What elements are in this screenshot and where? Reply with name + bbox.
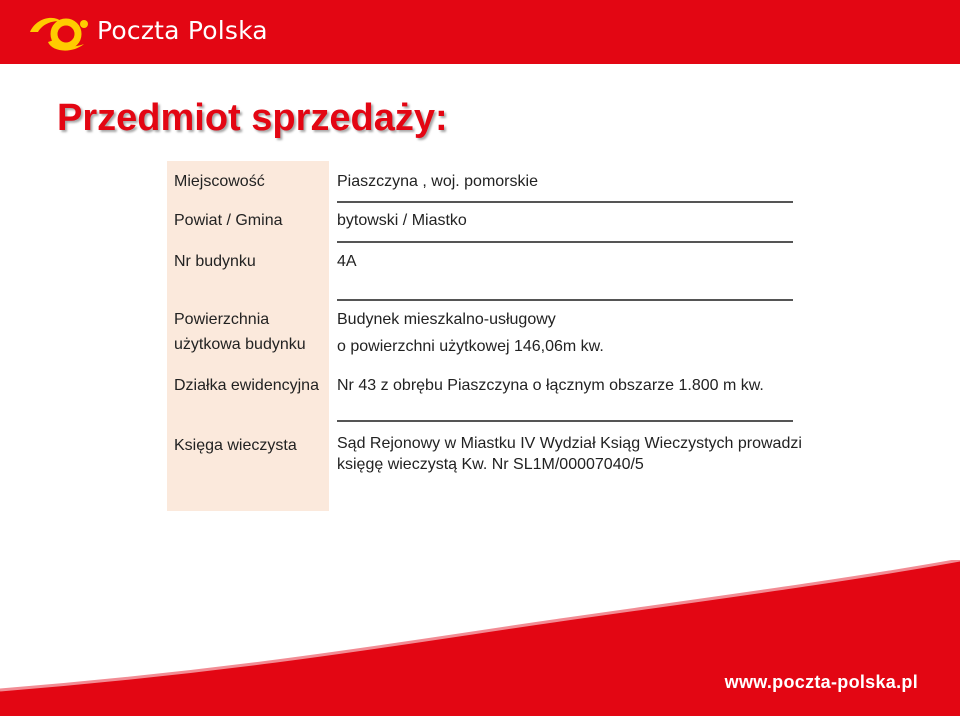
label-dzialka: Działka ewidencyjna [174, 377, 319, 394]
value-ksiega-line1: Sąd Rejonowy w Miastku IV Wydział Ksiąg Wieczystych prowadzi [337, 435, 802, 452]
label-powierzchnia-line1: Powierzchnia [174, 311, 270, 328]
brand-name: Poczta Polska [97, 16, 268, 45]
row-divider [337, 241, 793, 243]
label-powiat: Powiat / Gmina [174, 212, 283, 229]
value-powierzchnia-line2: o powierzchni użytkowej 146,06m kw. [337, 338, 604, 355]
label-miejscowosc: Miejscowość [174, 173, 265, 190]
horn-icon [26, 12, 90, 54]
label-powierzchnia-line2: użytkowa budynku [174, 336, 306, 353]
header-bar [0, 0, 960, 64]
value-powierzchnia-line1: Budynek mieszkalno-usługowy [337, 311, 556, 328]
row-divider [337, 201, 793, 203]
row-divider [337, 299, 793, 301]
value-miejscowosc: Piaszczyna , woj. pomorskie [337, 173, 538, 190]
label-ksiega: Księga wieczysta [174, 437, 297, 454]
value-nr-budynku: 4A [337, 253, 357, 270]
page-title: Przedmiot sprzedaży: [57, 97, 448, 139]
label-nr-budynku: Nr budynku [174, 253, 256, 270]
value-ksiega-line2: księgę wieczystą Kw. Nr SL1M/00007040/5 [337, 456, 644, 473]
footer-url[interactable]: www.poczta-polska.pl [724, 672, 918, 692]
row-divider [337, 420, 793, 422]
value-dzialka: Nr 43 z obrębu Piaszczyna o łącznym obszarze 1.800 m kw. [337, 377, 764, 394]
value-powiat: bytowski / Miastko [337, 212, 467, 229]
